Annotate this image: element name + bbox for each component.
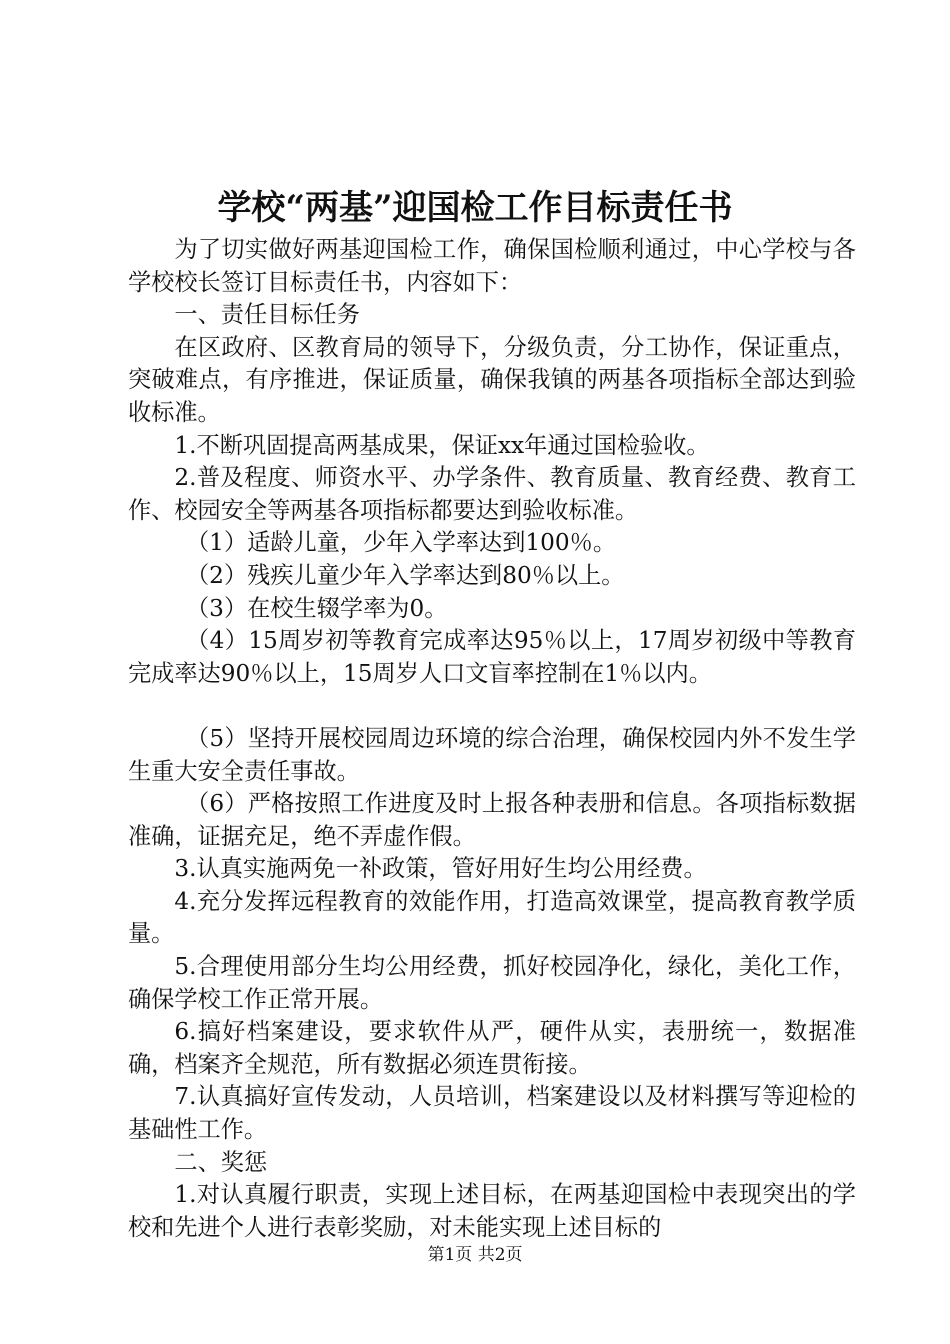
- reward-item-1: 1.对认真履行职责，实现上述目标，在两基迎国检中表现突出的学校和先进个人进行表彰奖励，对未能实现上述目标的: [128, 1181, 856, 1241]
- sub-item-1: （1）适龄儿童，少年入学率达到100％。: [186, 529, 617, 557]
- document-title: 学校“两基”迎国检工作目标责任书: [217, 188, 733, 228]
- sub-item-6: （6）严格按照工作进度及时上报各种表册和信息。各项指标数据准确，证据充足，绝不弄虚作假。: [128, 790, 856, 850]
- list-item-1: 1.不断巩固提高两基成果，保证xx年通过国检验收。: [174, 431, 710, 459]
- paragraph-intro: 为了切实做好两基迎国检工作，确保国检顺利通过，中心学校与各学校校长签订目标责任书，内容如下：: [128, 236, 856, 296]
- section-heading-1: 一、责任目标任务: [174, 301, 360, 329]
- list-item-4: 4.充分发挥远程教育的效能作用，打造高效课堂，提高教育教学质量。: [128, 887, 856, 948]
- sub-item-2: （2）残疾儿童少年入学率达到80％以上。: [186, 561, 625, 589]
- list-item-6: 6.搞好档案建设，要求软件从严，硬件从实，表册统一，数据准确，档案齐全规范，所有数据必须连贯衔接。: [128, 1018, 856, 1078]
- list-item-5: 5.合理使用部分生均公用经费，抓好校园净化，绿化，美化工作，确保学校工作正常开展。: [128, 953, 856, 1013]
- sub-item-4: （4）15周岁初等教育完成率达95％以上，17周岁初级中等教育完成率达90％以上，15周岁人口文盲率控制在1％以内。: [128, 627, 856, 687]
- list-item-7: 7.认真搞好宣传发动，人员培训，档案建设以及材料撰写等迎检的基础性工作。: [128, 1083, 856, 1144]
- list-item-3: 3.认真实施两免一补政策，管好用好生均公用经费。: [174, 855, 707, 883]
- list-item-2: 2.普及程度、师资水平、办学条件、教育质量、教育经费、教育工作、校园安全等两基各项指标都要达到验收标准。: [128, 464, 856, 524]
- section-heading-2: 二、奖惩: [174, 1148, 268, 1176]
- document-body: [128, 234, 856, 1244]
- paragraph-goal: 在区政府、区教育局的领导下，分级负责，分工协作，保证重点，突破难点，有序推进，保证质量，确保我镇的两基各项指标全部达到验收标准。: [128, 333, 856, 426]
- sub-item-3: （3）在校生辍学率为0。: [186, 594, 448, 622]
- page-footer: 第1页 共2页: [427, 1245, 523, 1265]
- sub-item-5: （5）坚持开展校园周边环境的综合治理，确保校园内外不发生学生重大安全责任事故。: [128, 724, 856, 785]
